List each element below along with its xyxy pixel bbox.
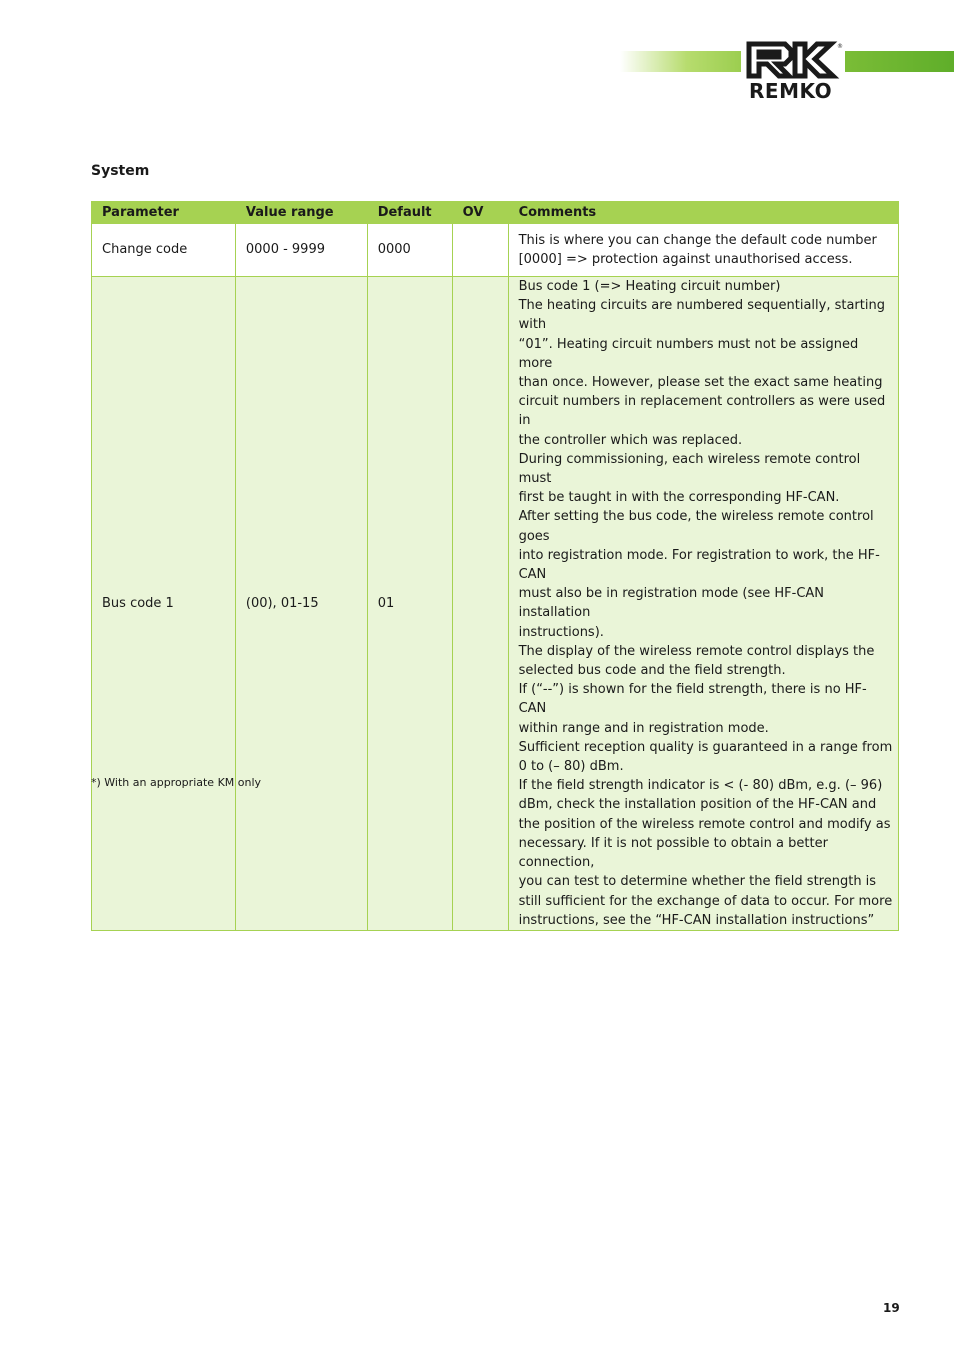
comment-line: The display of the wireless remote control displays the [518,643,875,659]
table-row [92,224,899,277]
table-row [92,277,899,931]
comment-line: Bus code 1 (=> Heating circuit number) [518,279,781,294]
comment-line: the position of the wireless remote control and modify as [518,816,891,832]
cell-value-range: (00), 01-15 [235,277,367,931]
cell-default: 01 [367,277,452,931]
cell-ov [452,277,508,931]
comment-line: the controller which was replaced. [518,432,743,448]
comment-line: During commissioning, each wireless remote control must [518,451,861,487]
cell-ov [452,224,508,277]
cell-value-range: 0000 - 9999 [235,224,367,277]
comment-line: “01”. Heating circuit numbers must not be assigned more [518,336,859,371]
comment-line: If the field strength indicator is < (- 80) dBm, e.g. (– 96) [518,778,883,794]
comment-line: 0 to (– 80) dBm. [518,759,624,775]
footnote: *) With an appropriate KM only [91,776,262,789]
comment-line: you can test to determine whether the field strength is [518,874,877,890]
svg-text:®: ® [837,43,843,50]
header-comments: Comments [508,202,898,224]
cell-parameter: Bus code 1 [92,277,236,931]
comment-line: selected bus code and the field strength. [518,663,786,679]
comment-line: The heating circuits are numbered sequentially, starting with [518,298,885,333]
comment-line: into registration mode. For registration to work, the HF-CAN [518,547,880,583]
comment-line: first be taught in with the corresponding HF-CAN. [518,490,840,506]
comment-line: instructions). [518,624,604,640]
remko-logo-mark-icon [741,40,845,80]
comment-line: If (“--”) is shown for the field strength, there is no HF-CAN [518,682,867,717]
cell-parameter: Change code [92,224,236,277]
comment-line: After setting the bus code, the wireless remote control goes [518,509,874,544]
comment-line: circuit numbers in replacement controllers as were used in [518,394,886,429]
comment-line: still sufficient for the exchange of data to occur. For more [518,893,893,909]
comment-line: [0000] => protection against unauthorised access. [518,252,853,267]
comment-line: dBm, check the installation position of the HF-CAN and [518,797,877,813]
cell-default: 0000 [367,224,452,277]
cell-comments [508,224,898,277]
parameter-table [91,201,899,931]
brand-name: REMKO [749,79,833,103]
comment-line: Sufficient reception quality is guaranteed in a range from [518,739,893,755]
comment-line: than once. However, please set the exact same heating [518,375,883,391]
header-parameter: Parameter [92,202,236,224]
comment-line: must also be in registration mode (see HF-CAN installation [518,586,825,621]
page-number: 19 [883,1301,900,1315]
comment-line: instructions, see the “HF-CAN installation instructions” [518,912,875,928]
section-title: System [91,163,150,179]
table-header-row [92,202,899,224]
header-value-range: Value range [235,202,367,224]
comment-line: within range and in registration mode. [518,720,769,736]
comment-line: This is where you can change the default code number [518,232,877,248]
cell-comments [508,277,898,931]
comment-line: necessary. If it is not possible to obtain a better connection, [518,835,828,871]
header-default: Default [367,202,452,224]
header-ov: OV [452,202,508,224]
